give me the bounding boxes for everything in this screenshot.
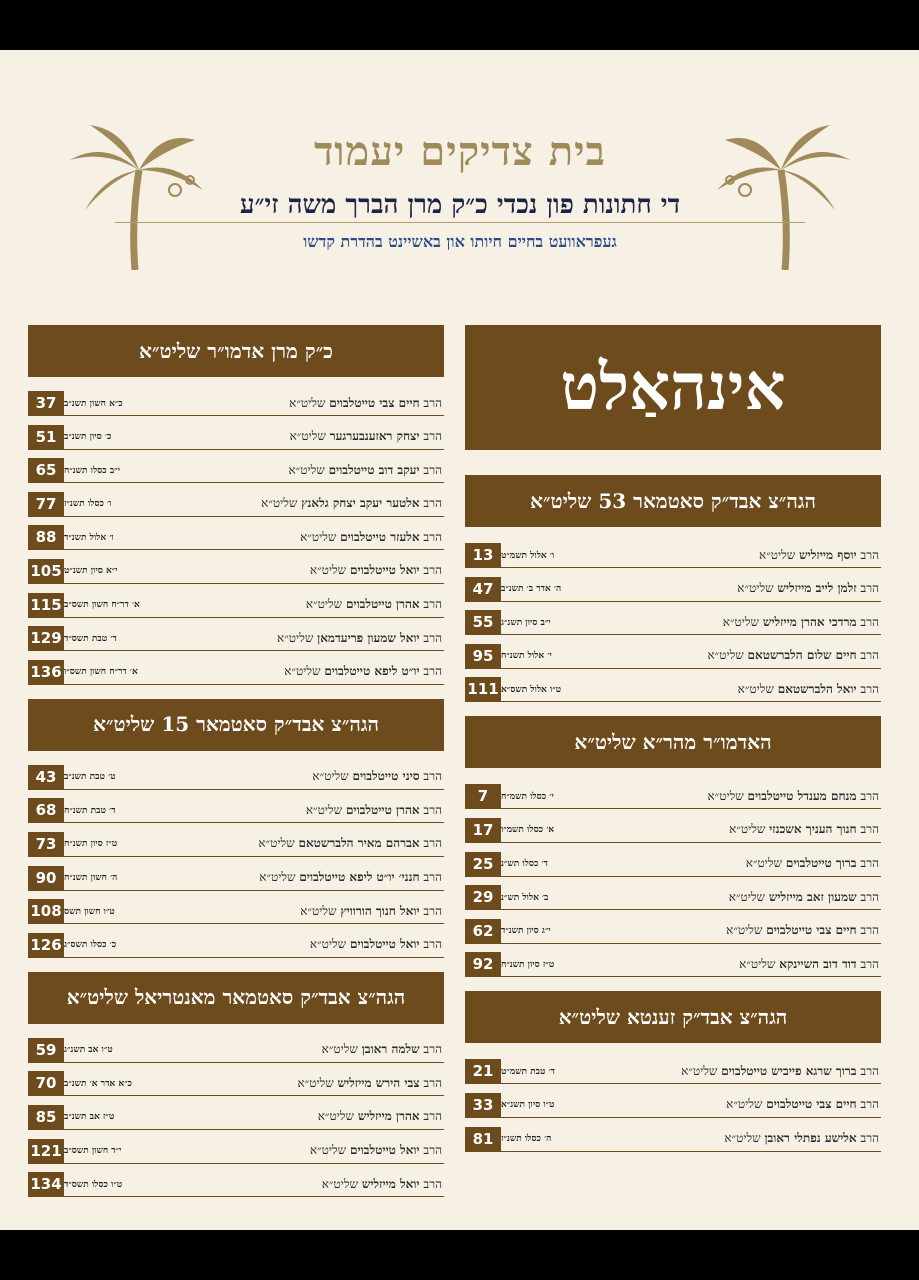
entry-prefix: הרב xyxy=(860,889,879,904)
entry-name xyxy=(168,1105,444,1129)
wedding-date: כ״א אדר א׳ תשנ״ב xyxy=(64,1078,132,1089)
toc-entry[interactable] xyxy=(28,866,444,891)
entry-suffix: שליט״א xyxy=(739,956,776,971)
wedding-date: ט״ז סיון תשנ״ח xyxy=(501,959,555,970)
entry-suffix: שליט״א xyxy=(707,648,744,663)
toc-entry[interactable] xyxy=(28,391,444,416)
wedding-date: י״ג סיון תשנ״ד xyxy=(501,926,551,937)
toc-entry[interactable] xyxy=(465,919,881,944)
wedding-date: א׳ דר״ח חשון תשס״ו xyxy=(64,667,138,678)
toc-entry[interactable] xyxy=(28,798,444,823)
section-title: הגה״צ אבד״ק סאטמאר מאנטריאל שליט״א xyxy=(28,972,444,1024)
page-number: 129 xyxy=(28,626,64,650)
entry-name xyxy=(168,832,444,856)
entry-prefix: הרב xyxy=(423,462,442,477)
wedding-date: ט״ז סיון תשנ״ח xyxy=(64,839,118,850)
entry-prefix: הרב xyxy=(423,395,442,410)
wedding-date: ט״ז אב תשנ״ב xyxy=(64,1112,115,1123)
page-number: 85 xyxy=(28,1105,64,1129)
entry-suffix: שליט״א xyxy=(722,614,760,629)
toc-entry[interactable] xyxy=(465,784,881,809)
entry-suffix: שליט״א xyxy=(707,788,744,803)
toc-entry[interactable] xyxy=(28,1071,444,1096)
page-number: 77 xyxy=(28,492,64,516)
page-number: 17 xyxy=(465,818,501,842)
entry-groom-name: זלמן לייב מייזליש xyxy=(777,581,857,596)
page-number: 13 xyxy=(465,543,501,567)
page-number: 21 xyxy=(465,1059,501,1083)
entry-prefix: הרב xyxy=(423,802,442,817)
entry-suffix: שליט״א xyxy=(321,1176,359,1191)
toc-entry[interactable] xyxy=(28,425,444,450)
wedding-date: ט״ו כסלו תשס״ד xyxy=(64,1179,123,1190)
entry-groom-name: אהרן מייזליש xyxy=(357,1109,420,1124)
section-title: הגה״צ אבד״ק סאטמאר 15 שליט״א xyxy=(28,699,444,751)
wedding-date: ד׳ טבת תשנ״ח xyxy=(64,805,116,816)
entry-name xyxy=(605,784,881,808)
toc-entry[interactable] xyxy=(465,644,881,669)
entry-prefix: הרב xyxy=(423,563,442,578)
entry-groom-name: אלעזר טייטלבוים xyxy=(340,529,420,544)
entry-prefix: הרב xyxy=(860,614,879,629)
toc-entry[interactable] xyxy=(28,492,444,517)
page-number: 115 xyxy=(28,593,64,617)
wedding-date: ד׳ טבת תשמ״ט xyxy=(501,1066,555,1077)
entry-prefix: הרב xyxy=(423,769,442,784)
entry-name xyxy=(168,626,444,650)
entry-name xyxy=(168,593,444,617)
entry-prefix: הרב xyxy=(423,597,442,612)
toc-entry[interactable] xyxy=(28,1105,444,1130)
wedding-date: ט״ו סיון תשנ״א xyxy=(501,1100,555,1111)
entry-groom-name: ברוך שרגא פייביש טייטלבוים xyxy=(721,1063,857,1078)
toc-entry[interactable] xyxy=(28,559,444,584)
entry-groom-name: יואל חנוך הורוויץ xyxy=(340,903,420,918)
wedding-date: ט״ו אלול תשס״א xyxy=(501,684,562,695)
entry-prefix: הרב xyxy=(423,429,442,444)
entry-suffix: שליט״א xyxy=(737,581,774,596)
entry-name xyxy=(168,899,444,923)
toc-entry[interactable] xyxy=(28,660,444,685)
entry-groom-name: אלישע נפתלי ראובן xyxy=(764,1131,857,1146)
page-number: 70 xyxy=(28,1071,64,1095)
toc-entry[interactable] xyxy=(28,832,444,857)
wedding-date: י״ב כסלו תשנ״ח xyxy=(64,465,120,476)
toc-entry[interactable] xyxy=(465,852,881,877)
entry-name xyxy=(168,866,444,890)
header-subtitle: די חתונות פון נכדי כ״ק מרן הברך משה זי״ע xyxy=(239,190,681,220)
wedding-date: י״ד חשון תשס״ב xyxy=(64,1146,122,1156)
entry-prefix: הרב xyxy=(860,581,879,596)
wedding-date: ה׳ כסלו תשנ״ז xyxy=(501,1134,552,1145)
page-number: 68 xyxy=(28,798,64,822)
entry-groom-name: יו״ט ליפא טייטלבוים xyxy=(324,664,420,679)
wedding-date: כ״א חשון תשנ״ב xyxy=(64,398,123,409)
entry-suffix: שליט״א xyxy=(309,937,347,952)
header-tagline: געפראוועט בחיים חיותו און באשיינט בהדרת קדשו xyxy=(303,232,617,251)
page-number: 108 xyxy=(28,899,64,923)
entry-groom-name: צבי הירש מייזליש xyxy=(337,1075,420,1090)
entry-groom-name: חנני׳ יו״ט ליפא טייטלבוים xyxy=(299,870,420,885)
entry-name xyxy=(168,391,444,415)
entry-name xyxy=(168,1071,444,1095)
entry-prefix: הרב xyxy=(423,529,442,544)
page-number: 29 xyxy=(465,885,501,909)
page-number: 90 xyxy=(28,866,64,890)
entry-suffix: שליט״א xyxy=(261,496,298,511)
wedding-date: ו׳ כסלו תשנ״ז xyxy=(64,499,112,510)
entry-groom-name: יואל טייטלבוים xyxy=(349,937,420,952)
entry-suffix: שליט״א xyxy=(297,1075,334,1090)
entry-suffix: שליט״א xyxy=(728,889,766,904)
entry-name xyxy=(605,952,881,976)
entry-prefix: הרב xyxy=(423,1143,442,1157)
entry-suffix: שליט״א xyxy=(726,1097,763,1112)
entry-suffix: שליט״א xyxy=(305,597,343,612)
entry-name xyxy=(605,1059,881,1083)
wedding-date: ו׳ אלול תשנ״ד xyxy=(64,532,114,543)
page-number: 47 xyxy=(465,577,501,601)
entry-prefix: הרב xyxy=(423,630,442,645)
wedding-date: ט׳ טבת תשנ״ב xyxy=(64,772,116,783)
entry-groom-name: יוסף מייזליש xyxy=(799,547,857,562)
page-number: 33 xyxy=(465,1093,501,1117)
entry-name xyxy=(605,644,881,668)
entry-prefix: הרב xyxy=(423,870,442,885)
entry-name xyxy=(168,559,444,583)
section-title: הגה״צ אבד״ק סאטמאר 53 שליט״א xyxy=(465,475,881,527)
entry-prefix: הרב xyxy=(860,681,879,696)
entry-name xyxy=(168,1038,444,1062)
entry-groom-name: יצחק ראזענבערגער xyxy=(329,429,420,444)
entry-name xyxy=(168,1139,444,1163)
entry-prefix: הרב xyxy=(423,1176,442,1191)
toc-entry[interactable] xyxy=(465,577,881,602)
toc-entry[interactable] xyxy=(28,1139,444,1164)
wedding-date: א׳ כסלו תשמ״ו xyxy=(501,825,555,836)
entry-suffix: שליט״א xyxy=(681,1063,718,1078)
wedding-date: ד׳ טבת תשס״ד xyxy=(64,633,117,644)
entry-prefix: הרב xyxy=(860,923,879,938)
entry-groom-name: דוד דוב השיינקא xyxy=(779,956,857,971)
page-number: 55 xyxy=(465,610,501,634)
section xyxy=(465,991,881,1151)
entry-name xyxy=(605,919,881,943)
toc-entry[interactable] xyxy=(465,610,881,635)
entry-groom-name: חיים צבי טייטלבוים xyxy=(329,395,420,410)
wedding-date: י״ב סיון תשנ״ג xyxy=(501,617,551,628)
entry-suffix: שליט״א xyxy=(300,903,337,918)
toc-entry[interactable] xyxy=(28,765,444,790)
entry-suffix: שליט״א xyxy=(309,563,347,578)
section xyxy=(465,475,881,702)
page xyxy=(0,50,919,1230)
page-number: 88 xyxy=(28,525,64,549)
section xyxy=(465,716,881,977)
entry-groom-name: ברוך טייטלבוים xyxy=(785,856,857,871)
page-number: 92 xyxy=(465,952,501,976)
entry-suffix: שליט״א xyxy=(288,462,325,477)
entry-groom-name: יואל הלברשטאם xyxy=(777,681,857,696)
entry-prefix: הרב xyxy=(860,1097,879,1112)
entry-groom-name: יואל טייטלבוים xyxy=(349,563,420,578)
entry-suffix: שליט״א xyxy=(726,923,763,938)
page-number: 126 xyxy=(28,933,64,957)
entry-prefix: הרב xyxy=(423,1042,442,1057)
wedding-date: ד׳ כסלו תש״נ xyxy=(501,859,548,870)
entry-name xyxy=(168,798,444,822)
entry-prefix: הרב xyxy=(860,822,879,837)
toc-entry[interactable] xyxy=(465,818,881,843)
page-number: 65 xyxy=(28,458,64,482)
entry-name xyxy=(605,852,881,876)
section-title: כ״ק מרן אדמו״ר שליט״א xyxy=(28,325,444,377)
entry-suffix: שליט״א xyxy=(309,1143,347,1157)
entry-prefix: הרב xyxy=(860,648,879,663)
entry-groom-name: אלטער יעקב יצחק גלאנץ xyxy=(301,496,420,511)
toc-entry[interactable] xyxy=(465,543,881,568)
entry-groom-name: אהרן טייטלבוים xyxy=(345,597,420,612)
page-number: 43 xyxy=(28,765,64,789)
entry-name xyxy=(605,885,881,909)
entry-prefix: הרב xyxy=(423,937,442,952)
entry-groom-name: אהרן טייטלבוים xyxy=(345,802,420,817)
entry-name xyxy=(605,818,881,842)
toc-entry[interactable] xyxy=(465,1059,881,1084)
entry-suffix: שליט״א xyxy=(759,547,796,562)
entry-name xyxy=(605,1127,881,1151)
entry-name xyxy=(605,1093,881,1117)
entry-groom-name: יואל שמעון פריעדמאן xyxy=(317,630,420,645)
entry-prefix: הרב xyxy=(423,1109,442,1124)
page-number: 121 xyxy=(28,1139,64,1163)
entry-prefix: הרב xyxy=(423,903,442,918)
entry-groom-name: יעקב דוב טייטלבוים xyxy=(328,462,420,477)
right-column xyxy=(465,325,881,1166)
toc-entry[interactable] xyxy=(465,885,881,910)
page-number: 7 xyxy=(465,784,501,808)
page-number: 105 xyxy=(28,559,64,583)
toc-entry[interactable] xyxy=(28,1172,444,1197)
entry-name xyxy=(168,492,444,516)
toc-entry[interactable] xyxy=(28,933,444,958)
entry-groom-name: יואל טייטלבוים xyxy=(349,1143,420,1157)
toc-entry[interactable] xyxy=(28,626,444,651)
entry-groom-name: אברהם מאיר הלברשטאם xyxy=(298,836,420,851)
entry-prefix: הרב xyxy=(423,496,442,511)
wedding-date: י׳ אלול תשנ״ח xyxy=(501,651,552,662)
toc-entry[interactable] xyxy=(465,1127,881,1152)
section xyxy=(28,699,444,958)
entry-suffix: שליט״א xyxy=(724,1131,761,1146)
page-number: 73 xyxy=(28,832,64,856)
entry-suffix: שליט״א xyxy=(321,1042,358,1057)
entry-name xyxy=(168,765,444,789)
entry-groom-name: שלמה ראובן xyxy=(361,1042,420,1057)
page-number: 134 xyxy=(28,1172,64,1196)
entry-groom-name: שמעון זאב מייזליש xyxy=(768,889,857,904)
section-title: האדמו״ר מהר״א שליט״א xyxy=(465,716,881,768)
header-title: בית צדיקים יעמוד xyxy=(314,128,606,175)
entry-suffix: שליט״א xyxy=(258,836,295,851)
page-number: 59 xyxy=(28,1038,64,1062)
entry-name xyxy=(605,577,881,601)
page-number: 95 xyxy=(465,644,501,668)
page-number: 25 xyxy=(465,852,501,876)
page-number: 51 xyxy=(28,425,64,449)
entry-groom-name: חנוך העניך אשכנזי xyxy=(769,822,857,837)
entry-groom-name: חיים שלום הלברשטאם xyxy=(747,648,857,663)
page-number: 136 xyxy=(28,660,64,684)
wedding-date: י׳ כסלו תשמ״ח xyxy=(501,791,554,802)
header-divider xyxy=(115,222,805,223)
entry-name xyxy=(168,458,444,482)
section xyxy=(28,325,444,685)
entry-groom-name: חיים צבי טייטלבוים xyxy=(766,1097,857,1112)
entry-name xyxy=(605,610,881,634)
toc-entry[interactable] xyxy=(465,952,881,977)
toc-entry[interactable] xyxy=(28,1038,444,1063)
entry-suffix: שליט״א xyxy=(737,681,774,696)
entry-suffix: שליט״א xyxy=(305,802,343,817)
entry-groom-name: סיני טייטלבוים xyxy=(352,769,420,784)
entry-groom-name: מנחם מענדל טייטלבוים xyxy=(747,788,857,803)
toc-entry[interactable] xyxy=(28,899,444,924)
entry-name xyxy=(168,425,444,449)
section-title: הגה״צ אבד״ק זענטא שליט״א xyxy=(465,991,881,1043)
entry-groom-name: יואל מייזליש xyxy=(361,1176,420,1191)
wedding-date: ט״ו אב תשנ״ג xyxy=(64,1045,113,1056)
page-number: 111 xyxy=(465,677,501,701)
entry-groom-name: חיים צבי טייטלבוים xyxy=(766,923,857,938)
entry-name xyxy=(605,677,881,701)
toc-entry[interactable] xyxy=(28,525,444,550)
left-column xyxy=(28,325,444,1211)
toc-entry[interactable] xyxy=(465,1093,881,1118)
wedding-date: כ׳ כסלו תשס״ג xyxy=(64,940,117,951)
toc-entry[interactable] xyxy=(28,458,444,483)
section xyxy=(28,972,444,1197)
wedding-date: כ׳ סיון תשנ״ב xyxy=(64,432,112,443)
entry-prefix: הרב xyxy=(860,956,879,971)
entry-prefix: הרב xyxy=(860,856,879,871)
entry-suffix: שליט״א xyxy=(259,870,296,885)
entry-name xyxy=(168,933,444,957)
entry-name xyxy=(168,525,444,549)
entry-prefix: הרב xyxy=(860,1131,879,1146)
header-banner xyxy=(65,120,855,320)
entry-suffix: שליט״א xyxy=(289,429,326,444)
wedding-date: ה׳ חשון תשנ״ח xyxy=(64,873,118,884)
entry-suffix: שליט״א xyxy=(277,630,314,645)
toc-entry[interactable] xyxy=(465,677,881,702)
entry-suffix: שליט״א xyxy=(300,529,337,544)
entry-suffix: שליט״א xyxy=(289,395,326,410)
entry-prefix: הרב xyxy=(423,1075,442,1090)
entry-name xyxy=(168,660,444,684)
entry-prefix: הרב xyxy=(423,664,442,679)
toc-heading: אינהאַלט xyxy=(465,325,881,450)
page-number: 81 xyxy=(465,1127,501,1151)
wedding-date: ו׳ אלול תשמ״ט xyxy=(501,550,555,561)
entry-suffix: שליט״א xyxy=(284,664,321,679)
entry-prefix: הרב xyxy=(860,1063,879,1078)
entry-suffix: שליט״א xyxy=(312,769,349,784)
page-number: 62 xyxy=(465,919,501,943)
entry-groom-name: מרדכי אהרן מייזליש xyxy=(762,614,857,629)
entry-prefix: הרב xyxy=(860,547,879,562)
entry-name xyxy=(605,543,881,567)
entry-suffix: שליט״א xyxy=(317,1109,354,1124)
wedding-date: ט״ו חשון תשס xyxy=(64,906,115,917)
entry-prefix: הרב xyxy=(423,836,442,851)
entry-suffix: שליט״א xyxy=(745,856,783,871)
wedding-date: י״א סיון תשנ״ט xyxy=(64,566,118,577)
page-number: 37 xyxy=(28,391,64,415)
wedding-date: א׳ דר״ח חשון תשס״ב xyxy=(64,600,140,611)
entry-name xyxy=(168,1172,444,1196)
toc-entry[interactable] xyxy=(28,593,444,618)
entry-suffix: שליט״א xyxy=(729,822,766,837)
entry-prefix: הרב xyxy=(860,788,879,803)
wedding-date: ב׳ אלול תש״נ xyxy=(501,892,549,903)
wedding-date: ה׳ אדר ב׳ תשנ״ב xyxy=(501,584,562,595)
